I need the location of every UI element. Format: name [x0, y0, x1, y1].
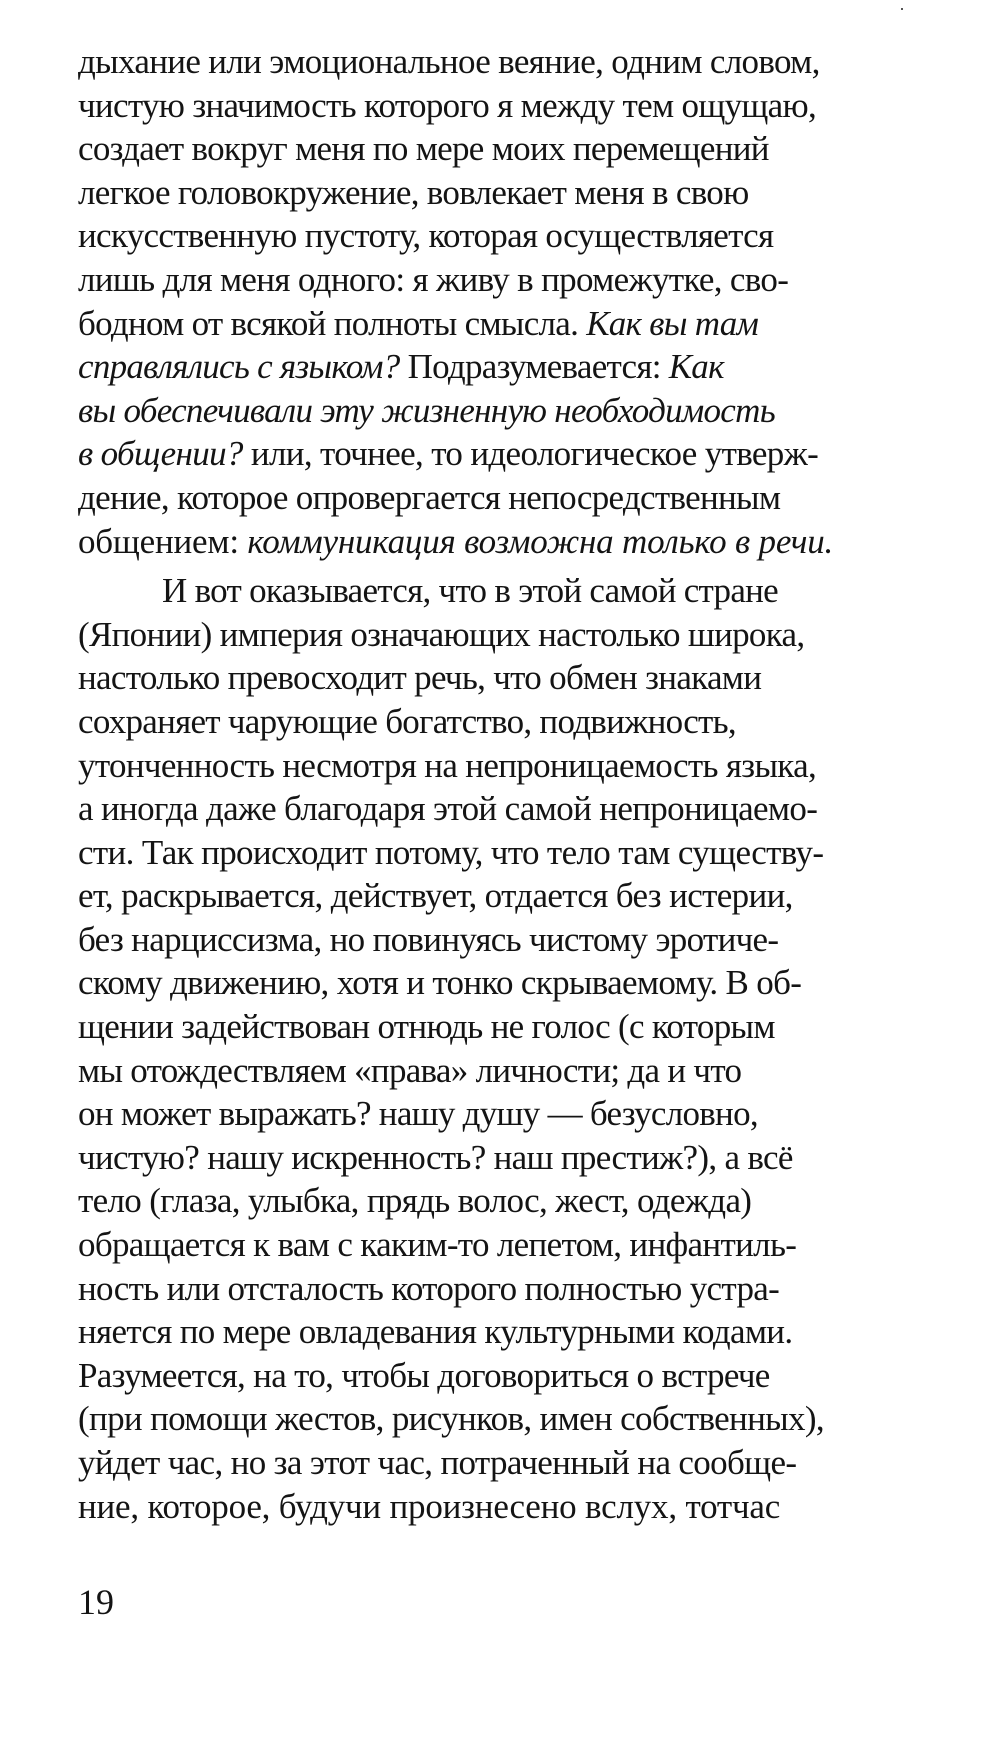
text-run: чистую? нашу искренность? наш престиж?), а всё	[78, 1137, 793, 1177]
scan-speck	[901, 8, 903, 10]
text-line	[78, 1092, 950, 1136]
paragraph-start-line	[78, 569, 950, 613]
text-run: мы отождествляем «права» личности; да и что	[78, 1050, 742, 1090]
text-run: лишь для меня одного: я живу в промежутке, сво-	[78, 259, 789, 299]
text-line	[78, 389, 950, 433]
text-run: общением:	[78, 521, 248, 561]
text-line	[78, 1485, 950, 1529]
text-run: скому движению, хотя и тонко скрываемому. В об-	[78, 963, 802, 1003]
italic-text-run: Как	[668, 347, 724, 387]
text-run: бодном от всякой полноты смысла.	[78, 303, 587, 343]
text-run: И вот оказывается, что в этой самой стране	[162, 571, 778, 611]
italic-text-run: вы обеспечивали эту жизненную необходимость	[78, 390, 775, 430]
text-run: (Японии) империя означающих настолько широка,	[78, 614, 805, 654]
text-run: искусственную пустоту, которая осуществляется	[78, 216, 774, 256]
text-line	[78, 40, 950, 84]
text-line	[78, 476, 950, 520]
text-line	[78, 787, 950, 831]
text-line	[78, 831, 950, 875]
text-run: ет, раскрывается, действует, отдается без истерии,	[78, 876, 793, 916]
text-line	[78, 520, 950, 564]
text-line	[78, 700, 950, 744]
text-line	[78, 613, 950, 657]
text-line	[78, 1441, 950, 1485]
text-run: или, точнее, то идеологическое утверж-	[242, 434, 819, 474]
text-line	[78, 1049, 950, 1093]
text-line	[78, 874, 950, 918]
page-body-text	[78, 40, 950, 1528]
text-line	[78, 84, 950, 128]
text-run: обращается к вам с каким-то лепетом, инфантиль-	[78, 1225, 797, 1265]
italic-text-run: коммуникация возможна только в речи.	[247, 521, 834, 561]
text-line	[78, 171, 950, 215]
text-run: Разумеется, на то, чтобы договориться о встрече	[78, 1355, 770, 1395]
text-run: утонченность несмотря на непроницаемость языка,	[78, 745, 817, 785]
text-line	[78, 1136, 950, 1180]
text-line	[78, 345, 950, 389]
text-line	[78, 258, 950, 302]
text-run: няется по мере овладевания культурными кодами.	[78, 1312, 793, 1352]
italic-text-run: в общении?	[78, 434, 243, 474]
text-line	[78, 918, 950, 962]
text-run: легкое головокружение, вовлекает меня в свою	[78, 172, 749, 212]
text-line	[78, 656, 950, 700]
text-run: дение, которое опровергается непосредственным	[78, 477, 781, 517]
text-run: дыхание или эмоциональное веяние, одним словом,	[78, 42, 820, 81]
text-run: сти. Так происходит потому, что тело там существу-	[78, 832, 824, 872]
text-run: сохраняет чарующие богатство, подвижность,	[78, 701, 736, 741]
text-line	[78, 1179, 950, 1223]
italic-text-run: Как вы там	[586, 303, 759, 343]
text-run: настолько превосходит речь, что обмен знаками	[78, 658, 762, 698]
italic-text-run: справлялись с языком?	[78, 347, 400, 387]
text-run: уйдет час, но за этот час, потраченный на сообще-	[78, 1443, 797, 1482]
text-run: тело (глаза, улыбка, прядь волос, жест, одежда)	[78, 1181, 752, 1221]
text-line	[78, 1397, 950, 1441]
text-line	[78, 432, 950, 476]
text-line	[78, 1223, 950, 1267]
text-line	[78, 1354, 950, 1398]
page-number: 19	[78, 1582, 114, 1622]
text-run: он может выражать? нашу душу — безусловно,	[78, 1094, 758, 1134]
text-run: щении задействован отнюдь не голос (с которым	[78, 1007, 775, 1047]
text-line	[78, 127, 950, 171]
text-line	[78, 1267, 950, 1311]
text-line	[78, 1005, 950, 1049]
text-run: ность или отсталость которого полностью устра-	[78, 1268, 780, 1308]
text-run: чистую значимость которого я между тем ощущаю,	[78, 85, 817, 125]
text-run: создает вокруг меня по мере моих перемещений	[78, 129, 769, 169]
text-run: ние, которое, будучи произнесено вслух, тотчас	[78, 1486, 781, 1526]
text-run: (при помощи жестов, рисунков, имен собственных),	[78, 1399, 824, 1439]
text-run: без нарциссизма, но повинуясь чистому эротиче-	[78, 919, 779, 959]
text-line	[78, 744, 950, 788]
text-line	[78, 302, 950, 346]
text-run: а иногда даже благодаря этой самой непроницаемо-	[78, 789, 818, 829]
text-line	[78, 214, 950, 258]
text-line	[78, 961, 950, 1005]
text-line	[78, 1310, 950, 1354]
text-run: Подразумевается:	[399, 347, 669, 387]
